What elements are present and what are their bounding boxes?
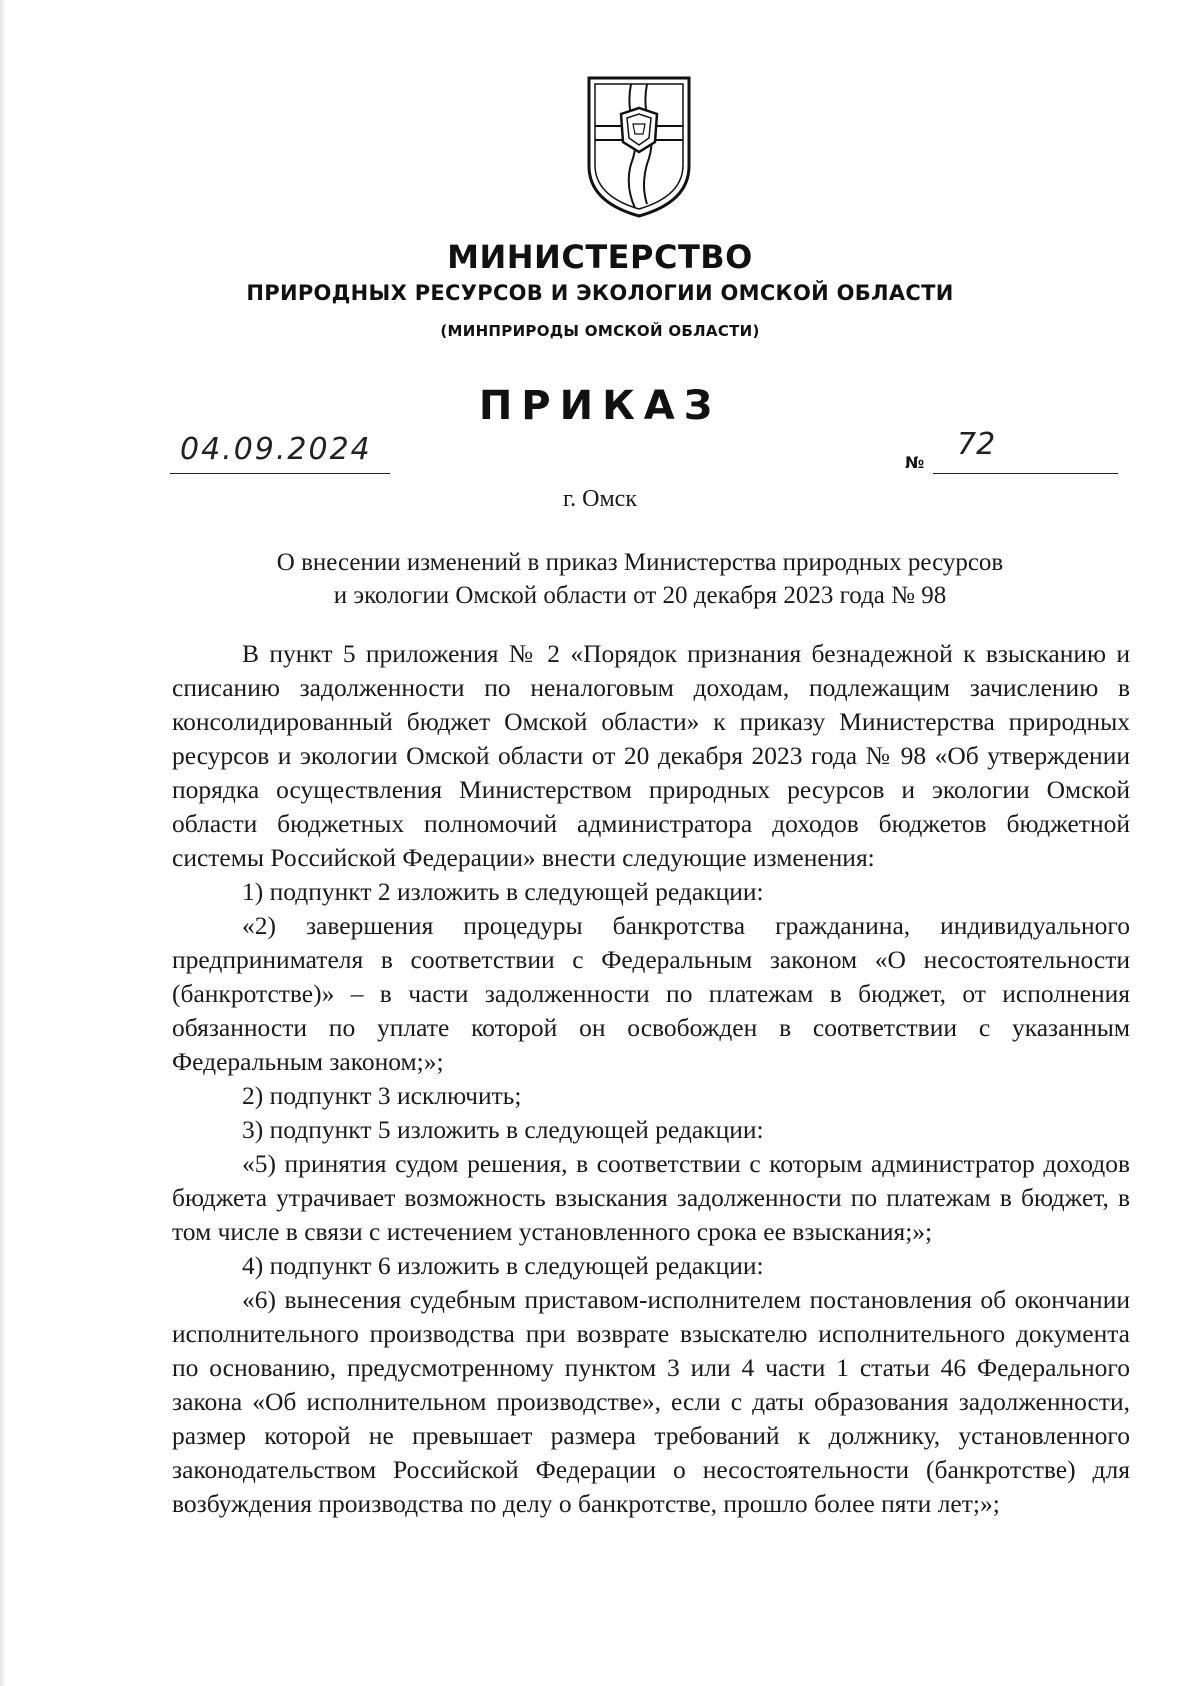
body-paragraph: «2) завершения процедуры банкротства гражданина, индивидуального предпринимателя в соответствии с Федеральным законом «О несостоятельности (банкротстве)» – в части задолженности по платежам в бюджет, от исполнения обязанности по уплате которой он освобожден в соответствии с указанным Федеральным законом;»; — [172, 911, 1130, 1076]
title-line: О внесении изменений в приказ Министерства природных ресурсов — [276, 549, 1004, 576]
document-body — [172, 637, 1130, 1521]
document-title — [200, 546, 1080, 612]
date-underline — [170, 473, 390, 474]
ministry-full-name: ПРИРОДНЫХ РЕСУРСОВ И ЭКОЛОГИИ ОМСКОЙ ОБЛАСТИ — [246, 281, 954, 305]
body-paragraph: В пункт 5 приложения № 2 «Порядок признания безнадежной к взысканию и списанию задолженности по неналоговым доходам, подлежащим зачислению в консолидированный бюджет Омской области» к приказу Министерства природных ресурсов и экологии Омской области от 20 декабря 2023 года № 98 «Об утверждении порядка осуществления Министерством природных ресурсов и экологии Омской области бюджетных полномочий администратора доходов бюджетов бюджетной системы Российской Федерации» внести следующие изменения: — [172, 639, 1130, 872]
body-paragraph: 1) подпункт 2 изложить в следующей редакции: — [242, 877, 764, 906]
body-paragraph: «6) вынесения судебным приставом-исполнителем постановления об окончании исполнительного производства при возврате взыскателю исполнительного документа по основанию, предусмотренному пунктом 3 или 4 части 1 статьи 46 Федерального закона «Об исполнительном производстве», если с даты образования задолженности, размер которой не превышает размера требований к должнику, установленного законодательством Российской Федерации о несостоятельности (банкротстве) для возбуждения производства по делу о банкротстве, прошло более пяти лет;»; — [172, 1285, 1130, 1518]
body-paragraph: 3) подпункт 5 изложить в следующей редакции: — [242, 1115, 764, 1144]
ministry-name: МИНИСТЕРСТВО — [447, 238, 753, 276]
city: г. Омск — [563, 486, 637, 512]
omsk-coat-of-arms-icon — [585, 74, 693, 220]
body-paragraph: «5) принятия судом решения, в соответствии с которым администратор доходов бюджета утрачивает возможность взыскания задолженности по платежам в бюджет, в том числе в связи с истечением установленного срока ее взыскания;»; — [172, 1149, 1130, 1246]
ministry-short-name: (МИНПРИРОДЫ ОМСКОЙ ОБЛАСТИ) — [440, 322, 760, 340]
body-paragraph: 2) подпункт 3 исключить; — [242, 1081, 522, 1110]
order-number-block — [905, 427, 1120, 477]
order-number: 72 — [957, 427, 996, 462]
document-type: ПРИКАЗ — [478, 383, 722, 429]
number-sign: № — [905, 453, 925, 472]
order-date: 04.09.2024 — [180, 432, 372, 467]
title-line: и экологии Омской области от 20 декабря 2023 года № 98 — [333, 582, 947, 609]
number-underline — [933, 473, 1118, 474]
body-paragraph: 4) подпункт 6 изложить в следующей редакции: — [242, 1251, 764, 1280]
